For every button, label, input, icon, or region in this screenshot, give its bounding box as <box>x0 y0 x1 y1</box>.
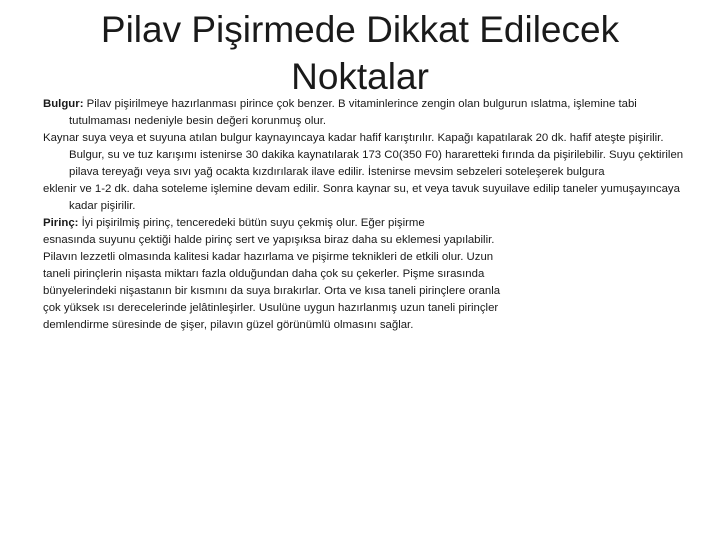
slide-title <box>60 6 660 100</box>
pirinc-text: İyi pişirilmiş pirinç, tenceredeki bütün suyu çekmiş olur. Eğer pişirme <box>78 217 425 229</box>
text-line: bünyelerindeki nişastanın bir kısmını da suya bırakırlar. Orta ve kısa taneli pirinçlere oranla <box>43 285 501 297</box>
bulgur-paragraph <box>43 96 698 130</box>
bulgur-label: Bulgur: <box>43 98 84 110</box>
text-line: demlendirme süresinde de şişer, pilavın güzel görünümlü olmasını sağlar. <box>43 319 414 331</box>
bulgur-cooking-paragraph: Kaynar suya veya et suyuna atılan bulgur kaynayıncaya kadar hafif karıştırılır. Kapağı kapatılarak 20 dk. hafif ateşte pişirilir. Bulgur, su ve tuz karışımı istenirse 30 dakika kaynatılarak 173 C0(350 F0) hararetteki fırında da pişirilebilir. Suyu çektirilen pilava tereyağı veya sıvı yağ ocakta kızdırılarak ilave edilir. İstenirse mevsim sebzeleri soteleşerek bulgura <box>43 132 684 178</box>
title-line-2: Noktalar <box>291 56 429 97</box>
title-line-1: Pilav Pişirmede Dikkat Edilecek <box>100 9 620 50</box>
text-line: çok yüksek ısı derecelerinde jelâtinleşirler. Usulüne uygun hazırlanmış uzun taneli pirinçler <box>43 302 499 314</box>
text-line: taneli pirinçlerin nişasta miktarı fazla olduğundan daha çok su çekerler. Pişme sırasında <box>43 268 485 280</box>
bulgur-text: Pilav pişirilmeye hazırlanması pirince çok benzer. B vitaminlerince zengin olan bulgurun ıslatma, işlemine tabi tutulmaması nedeniyle besin değeri korunmuş olur. <box>69 98 637 127</box>
slide-body <box>43 96 698 334</box>
pirinc-label: Pirinç: <box>43 217 79 229</box>
bulgur-saute-paragraph: eklenir ve 1-2 dk. daha soteleme işlemine devam edilir. Sonra kaynar su, et veya tavuk suyuilave edilip taneler yumuşayıncaya kadar pişirilir. <box>43 183 680 212</box>
text-line: Pilavın lezzetli olmasında kalitesi kadar hazırlama ve pişirme teknikleri de etkili olur. Uzun <box>43 251 494 263</box>
pirinc-line <box>43 215 698 232</box>
text-line: esnasında suyunu çektiği halde pirinç sert ve yapışıksa biraz daha su eklemesi yapılabilir. <box>43 234 495 246</box>
